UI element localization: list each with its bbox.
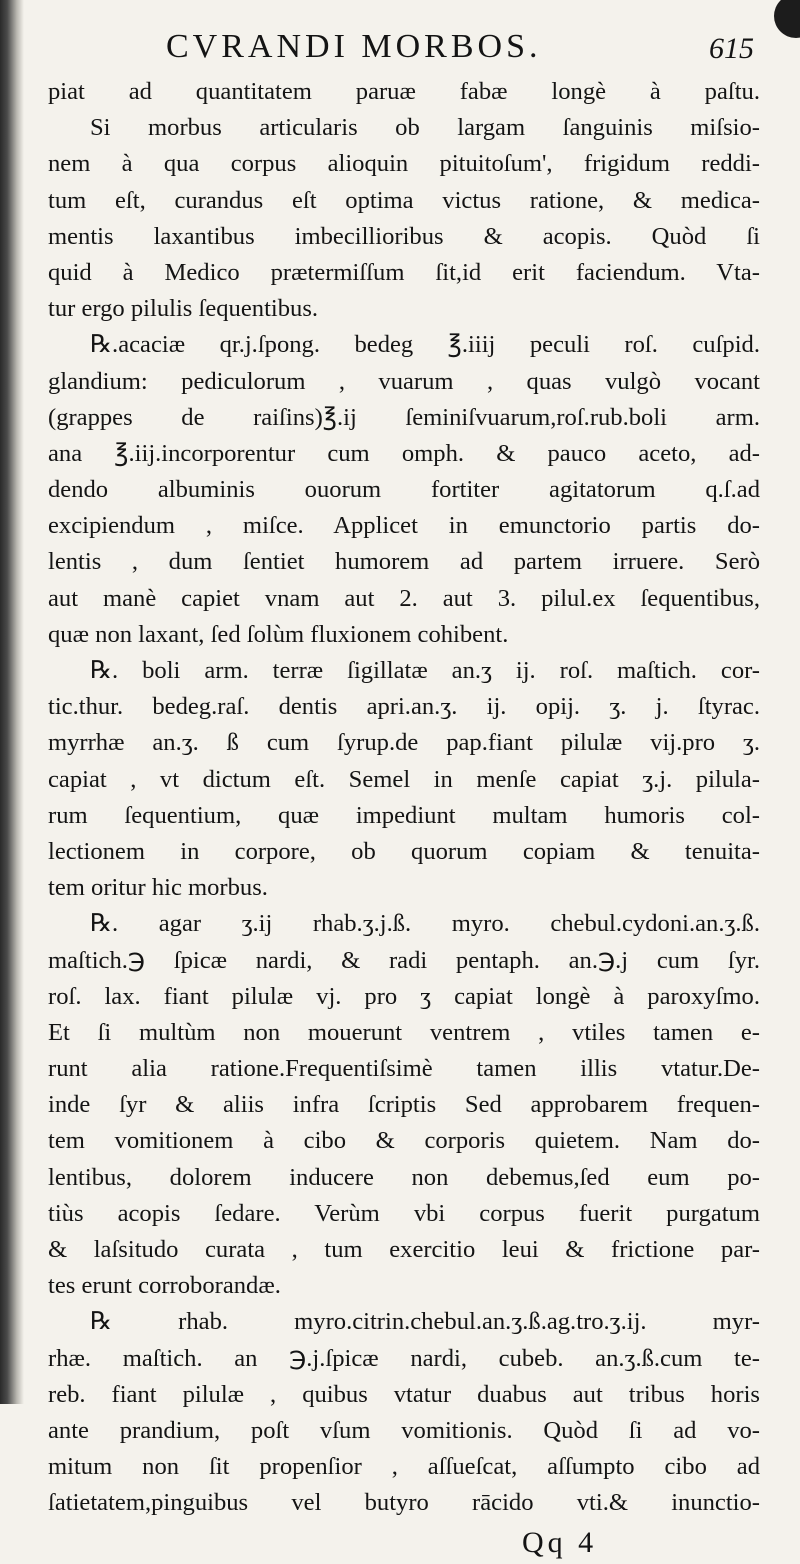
text-line: ana ℥.iij.incorporentur cum omph. & pauco aceto, ad-: [48, 439, 760, 467]
text-line: tum eſt, curandus eſt optima victus ratione, & medica-: [48, 186, 760, 214]
text-line: inde ſyr & aliis infra ſcriptis Sed approbarem frequen-: [48, 1091, 760, 1119]
text-line: tem oritur hic morbus.: [48, 874, 268, 902]
text-line: excipiendum , miſce. Applicet in emunctorio partis do-: [48, 512, 760, 540]
text-line: quæ non laxant, ſed ſolùm fluxionem cohibent.: [48, 620, 509, 648]
text-line: ℞ rhab. myro.citrin.chebul.an.ʒ.ß.ag.tro.ʒ.ij. myr-: [90, 1308, 760, 1336]
text-line: runt alia ratione.Frequentiſsimè tamen illis vtatur.De-: [48, 1055, 760, 1083]
text-line: tic.thur. bedeg.raſ. dentis apri.an.ʒ. ij. opij. ʒ. j. ſtyrac.: [48, 693, 760, 721]
scan-binding-shadow: [0, 0, 24, 1404]
text-line: lectionem in corpore, ob quorum copiam & tenuita-: [48, 837, 760, 865]
text-line: tem vomitionem à cibo & corporis quietem. Nam do-: [48, 1127, 760, 1155]
text-line: ſatietatem,pinguibus vel butyro rācido vti.& inunctio-: [48, 1489, 760, 1517]
text-line: tiùs acopis ſedare. Verùm vbi corpus fuerit purgatum: [48, 1199, 760, 1227]
text-line: tes erunt corroborandæ.: [48, 1272, 281, 1300]
text-line: roſ. lax. fiant pilulæ vj. pro ʒ capiat longè à paroxyſmo.: [48, 982, 760, 1010]
text-line: myrrhæ an.ʒ. ß cum ſyrup.de pap.fiant pilulæ vij.pro ʒ.: [48, 729, 760, 757]
text-line: ℞. agar ʒ.ij rhab.ʒ.j.ß. myro. chebul.cydoni.an.ʒ.ß.: [90, 910, 760, 938]
text-line: & laſsitudo curata , tum exercitio leui & frictione par-: [48, 1236, 760, 1263]
text-line: piat ad quantitatem paruæ fabæ longè à paſtu.: [48, 78, 760, 105]
text-line: Et ſi multùm non mouerunt ventrem , vtiles tamen e-: [48, 1018, 760, 1046]
text-line: lentibus, dolorem inducere non debemus,ſed eum po-: [48, 1163, 760, 1191]
scan-ink-blot: [774, 0, 800, 38]
text-line: reb. fiant pilulæ , quibus vtatur duabus aut tribus horis: [48, 1380, 760, 1408]
text-line: ℞.acaciæ qr.j.ſpong. bedeg ℥.iiij peculi roſ. cuſpid.: [90, 331, 760, 359]
text-line: mitum non ſit propenſior , aſſueſcat, aſſumpto cibo ad: [48, 1453, 760, 1481]
running-title: CVRANDI MORBOS.: [166, 28, 542, 65]
text-line: Si morbus articularis ob largam ſanguinis miſsio-: [90, 114, 760, 142]
signature-line: [48, 1524, 760, 1564]
text-line: dendo albuminis ouorum fortiter agitatorum q.ſ.ad: [48, 476, 760, 504]
page-number: 615: [709, 32, 754, 65]
text-line: maſtich.℈ ſpicæ nardi, & radi pentaph. an.℈.j cum ſyr.: [48, 946, 760, 974]
text-line: ℞. boli arm. terræ ſigillatæ an.ʒ ij. roſ. maſtich. cor-: [90, 657, 760, 684]
text-line: (grappes de raiſins)℥.ij ſeminiſvuarum,roſ.rub.boli arm.: [48, 403, 760, 431]
text-line: capiat , vt dictum eſt. Semel in menſe capiat ʒ.j. pilula-: [48, 765, 760, 793]
text-line: mentis laxantibus imbecillioribus & acopis. Quòd ſi: [48, 222, 760, 250]
book-page: [48, 22, 760, 1564]
text-line: glandium: pediculorum , vuarum , quas vulgò vocant: [48, 367, 760, 395]
text-line: nem à qua corpus alioquin pituitoſum', frigidum reddi-: [48, 150, 760, 178]
text-line: tur ergo pilulis ſequentibus.: [48, 295, 319, 323]
text-line: rhæ. maſtich. an ℈.j.ſpicæ nardi, cubeb. an.ʒ.ß.cum te-: [48, 1344, 760, 1372]
text-line: lentis , dum ſentiet humorem ad partem irruere. Serò: [48, 548, 760, 576]
text-line: quid à Medico prætermiſſum ſit,id erit faciendum. Vta-: [48, 258, 760, 286]
text-line: aut manè capiet vnam aut 2. aut 3. pilul.ex ſequentibus,: [48, 584, 760, 612]
text-line: rum ſequentium, quæ impediunt multam humoris col-: [48, 801, 760, 829]
body-text: [48, 74, 760, 1522]
running-head: [48, 22, 760, 72]
signature-mark: Qq 4: [522, 1525, 598, 1559]
text-line: ante prandium, poſt vſum vomitionis. Quòd ſi ad vo-: [48, 1416, 760, 1444]
